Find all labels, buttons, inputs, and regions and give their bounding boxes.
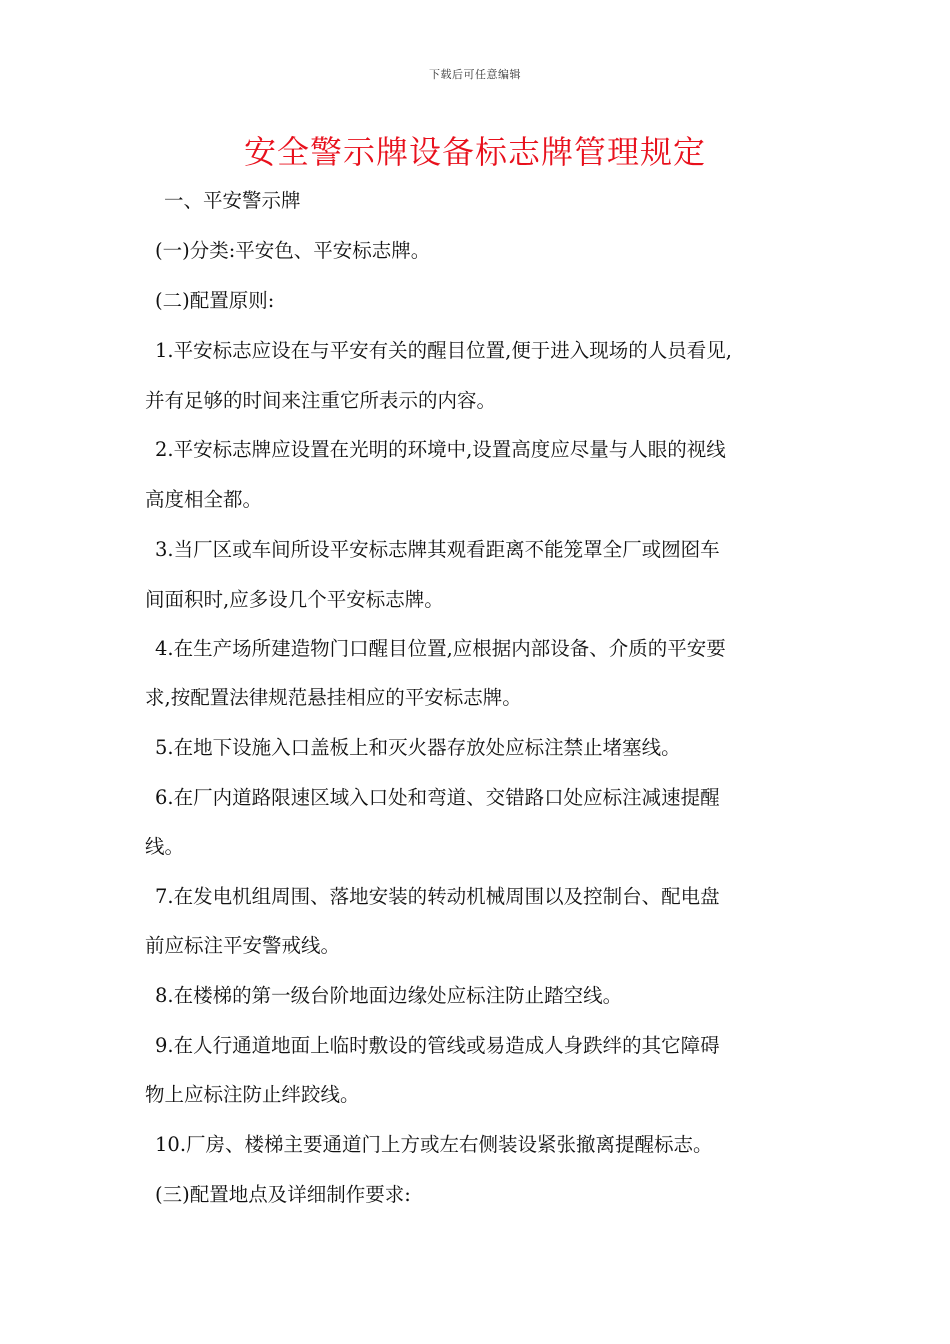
paragraph-line: 4.在生产场所建造物门口醒目位置,应根据内部设备、介质的平安要 bbox=[155, 637, 726, 660]
paragraph-line: 物上应标注防止绊跤线。 bbox=[145, 1083, 360, 1106]
paragraph-line: 9.在人行通道地面上临时敷设的管线或易造成人身跌绊的其它障碍 bbox=[155, 1034, 720, 1057]
paragraph-line: 10.厂房、楼梯主要通道门上方或左右侧装设紧张撤离提醒标志。 bbox=[155, 1133, 713, 1156]
paragraph-line: 求,按配置法律规范悬挂相应的平安标志牌。 bbox=[145, 686, 522, 709]
paragraph-line: 6.在厂内道路限速区域入口处和弯道、交错路口处应标注减速提醒 bbox=[155, 786, 720, 809]
paragraph-line: 8.在楼梯的第一级台阶地面边缘处应标注防止踏空线。 bbox=[155, 984, 623, 1007]
paragraph-line: (三)配置地点及详细制作要求: bbox=[155, 1183, 411, 1206]
paragraph-line: 7.在发电机组周围、落地安装的转动机械周围以及控制台、配电盘 bbox=[155, 885, 720, 908]
paragraph-line: 1.平安标志应设在与平安有关的醒目位置,便于进入现场的人员看见, bbox=[155, 339, 733, 362]
paragraph-line: 并有足够的时间来注重它所表示的内容。 bbox=[145, 389, 497, 412]
header-note: 下载后可任意编辑 bbox=[429, 68, 521, 81]
paragraph-line: 前应标注平安警戒线。 bbox=[145, 934, 341, 957]
paragraph-line: 5.在地下设施入口盖板上和灭火器存放处应标注禁止堵塞线。 bbox=[155, 736, 681, 759]
paragraph-line: 2.平安标志牌应设置在光明的环境中,设置高度应尽量与人眼的视线 bbox=[155, 438, 726, 461]
paragraph-line: (二)配置原则: bbox=[155, 289, 275, 312]
paragraph-line: 间面积时,应多设几个平安标志牌。 bbox=[145, 588, 444, 611]
paragraph-line: 高度相全都。 bbox=[145, 488, 263, 511]
section-heading: 一、平安警示牌 bbox=[164, 189, 301, 212]
paragraph-line: 线。 bbox=[145, 835, 185, 858]
paragraph-line: (一)分类:平安色、平安标志牌。 bbox=[155, 239, 431, 262]
document-title: 安全警示牌设备标志牌管理规定 bbox=[243, 133, 706, 171]
paragraph-line: 3.当厂区或车间所设平安标志牌其观看距离不能笼罩全厂或囫囵车 bbox=[155, 538, 720, 561]
